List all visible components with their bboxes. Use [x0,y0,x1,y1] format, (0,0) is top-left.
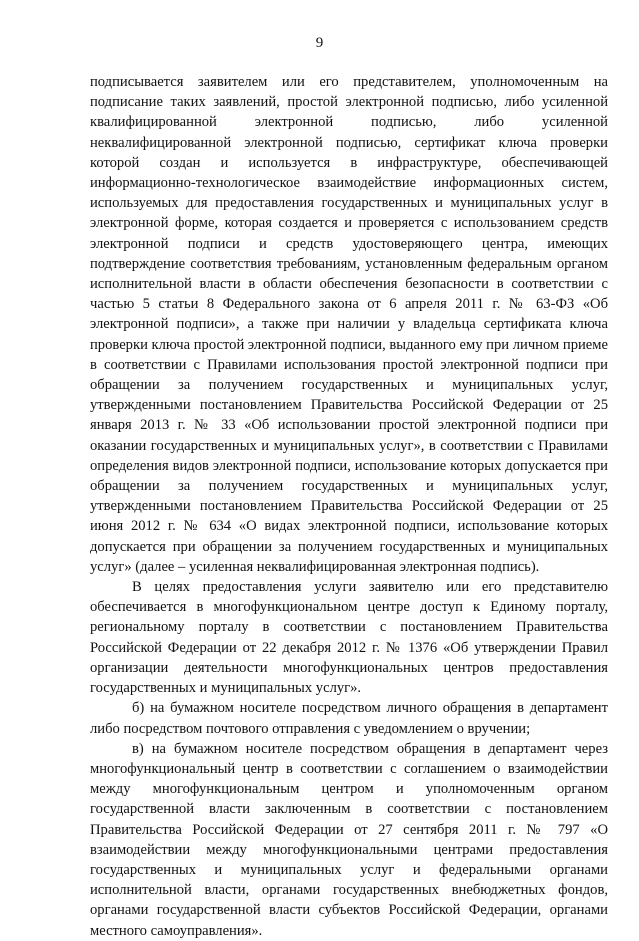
paragraph-paper-via-mfc: в) на бумажном носителе посредством обращения в департамент через многофункциональный центр в соответствии с соглашением о взаимодействии между многофункциональным центром и уполномоченным органом государственной власти заключенным в соответствии с постановлением Правительства Российской Федерации от 27 сентября 2011 г. № 797 «О взаимодействии между многофункциональными центрами предоставления государственных и муниципальных услуг и федеральными органами исполнительной власти, органами государственных внебюджетных фондов, органами государственной власти субъектов Российской Федерации, органами местного самоуправления». [90,740,608,939]
paragraph-paper-personal-or-mail: б) на бумажном носителе посредством личного обращения в департамент либо посредством почтового отправления с уведомлением о вручении; [90,700,608,737]
document-body [90,72,608,941]
paragraph-mfc-portal-access: В целях предоставления услуги заявителю или его представителю обеспечивается в многофункциональном центре доступ к Единому порталу, региональному порталу в соответствии с постановлением Правительства Российской Федерации от 22 декабря 2012 г. № 1376 «Об утверждении Правил организации деятельности многофункциональных центров предоставления государственных и муниципальных услуг». [90,579,608,697]
page-number: 9 [315,35,324,51]
paragraph-signature-requirements: подписывается заявителем или его представителем, уполномоченным на подписание таких заявлений, простой электронной подписью, либо усиленной квалифицированной электронной подписью, либо усиленной неквалифицированной электронной подписью, сертификат ключа проверки которой создан и используется в инфраструктуре, обеспечивающей информационно-технологическое взаимодействие информационных систем, используемых для предоставления государственных и муниципальных услуг в электронной форме, которая создается и проверяется с использованием средств электронной подписи и средств удостоверяющего центра, имеющих подтверждение соответствия требованиям, установленным федеральным органом исполнительной власти в области обеспечения безопасности в соответствии с частью 5 статьи 8 Федерального закона от 6 апреля 2011 г. № 63-ФЗ «Об электронной подписи», а также при наличии у владельца сертификата ключа проверки ключа простой электронной подписи, выданного ему при личном приеме в соответствии с Правилами использования простой электронной подписи при обращении за получением государственных и муниципальных услуг, утвержденными постановлением Правительства Российской Федерации от 25 января 2013 г. № 33 «Об использовании простой электронной подписи при оказании государственных и муниципальных услуг», в соответствии с Правилами определения видов электронной подписи, использование которых допускается при обращении за получением государственных и муниципальных услуг, утвержденными постановлением Правительства Российской Федерации от 25 июня 2012 г. № 634 «О видах электронной подписи, использование которых допускается при обращении за получением государственных и муниципальных услуг» (далее – усиленная неквалифицированная электронная подпись). [90,74,608,575]
